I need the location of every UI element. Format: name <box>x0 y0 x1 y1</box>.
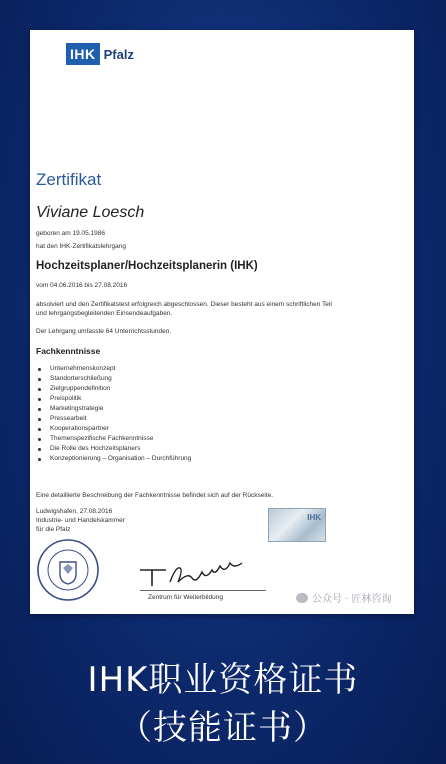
hologram-seal <box>268 508 326 542</box>
skills-heading: Fachkenntnisse <box>36 346 101 356</box>
list-item: Kooperationspartner <box>36 424 191 434</box>
list-item: Die Rolle des Hochzeitsplaners <box>36 444 191 454</box>
wechat-icon <box>296 593 308 603</box>
place-date: Ludwigshafen, 27.08.2016 <box>36 508 113 515</box>
logo-text: Pfalz <box>103 46 134 62</box>
description-note: Eine detaillierte Beschreibung der Fachkenntnisse befindet sich auf der Rückseite. <box>36 492 274 499</box>
list-item: Standorterschließung <box>36 374 191 384</box>
signature-line <box>140 590 266 591</box>
official-seal-icon <box>36 538 100 602</box>
course-dates: vom 04.06.2016 bis 27.08.2016 <box>36 282 128 289</box>
certificate-document <box>30 30 414 614</box>
recipient-name: Viviane Loesch <box>36 204 145 221</box>
watermark-text: 公众号 · 匠林咨询 <box>312 594 392 605</box>
completion-text: absolviert und den Zertifikatstest erfolgreich abgeschlossen. Dieser besteht aus einem schriftlichen Teil und lehrgangsbegleitenden Einsendeaufgaben. <box>36 301 332 317</box>
logo-box: IHK <box>66 43 100 65</box>
ihk-logo <box>66 42 134 66</box>
course-hours: Der Lehrgang umfasste 64 Unterrichtsstunden. <box>36 328 172 335</box>
list-item: Marketingstrategie <box>36 404 191 414</box>
birth-date: geboren am 19.05.1986 <box>36 230 106 237</box>
caption-line-1: IHK职业资格证书 <box>87 660 359 700</box>
list-item: Zielgruppendefinition <box>36 384 191 394</box>
list-item: Konzeptionierung – Organisation – Durchführung <box>36 454 191 464</box>
list-item: Themenspezifische Fachkenntnisse <box>36 434 191 444</box>
profession-title: Hochzeitsplaner/Hochzeitsplanerin (IHK) <box>36 260 258 272</box>
signature-icon <box>134 560 274 592</box>
watermark <box>296 590 392 605</box>
list-item: Pressearbeit <box>36 414 191 424</box>
certificate-title: Zertifikat <box>36 170 102 189</box>
signature-caption: Zentrum für Weiterbildung <box>148 594 224 601</box>
caption-line-2: （技能证书） <box>118 708 328 748</box>
skills-list <box>36 364 191 464</box>
course-intro: hat den IHK-Zertifikatslehrgang <box>36 243 126 250</box>
list-item: Unternehmenskonzept <box>36 364 191 374</box>
list-item: Preispolitik <box>36 394 191 404</box>
organization-line-1: Industrie- und Handelskammer <box>36 517 125 524</box>
hologram-label: IHK <box>307 513 321 522</box>
organization-line-2: für die Pfalz <box>36 526 71 533</box>
